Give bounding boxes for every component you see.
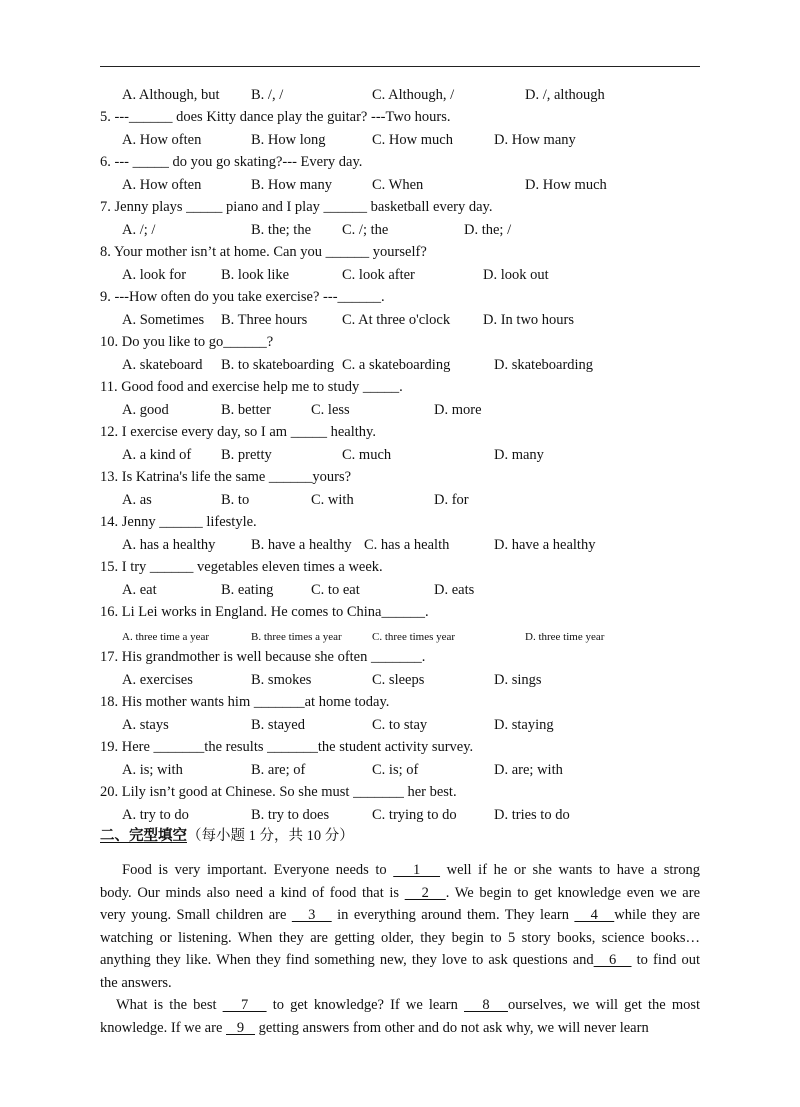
paragraph-1-text: . We begin to get knowledge even we are: [445, 884, 701, 901]
question-18-option-c: C. to stay: [372, 716, 428, 733]
question-15-option-d: D. eats: [434, 581, 475, 598]
question-14-option-b: B. have a healthy: [251, 536, 352, 553]
q4-option-a: A. Although, but: [122, 87, 220, 103]
question-12-stem: 12. I exercise every day, so I am _____ healthy.: [100, 424, 376, 440]
question-12-option-c: C. much: [342, 446, 392, 463]
blank-7: 7: [222, 997, 267, 1013]
question-5-option-b: B. How long: [251, 131, 326, 148]
question-19-option-d: D. are; with: [494, 761, 563, 778]
paragraph-2-text: knowledge. If we are: [100, 1019, 227, 1036]
question-18-option-d: D. staying: [494, 716, 554, 733]
question-20-option-d: D. tries to do: [494, 806, 570, 823]
question-10-option-c: C. a skateboarding: [342, 356, 451, 373]
question-5-option-c: C. How much: [372, 131, 453, 148]
blank-9: 9: [226, 1019, 256, 1036]
blank-1: 1: [393, 862, 441, 878]
question-14-option-d: D. have a healthy: [494, 536, 596, 553]
question-17-option-b: B. smokes: [251, 671, 312, 688]
question-8-stem: 8. Your mother isn’t at home. Can you ______ yourself?: [100, 244, 427, 260]
question-8-option-b: B. look like: [221, 266, 290, 283]
paragraph-1-text: Food is very important. Everyone needs to: [122, 862, 394, 878]
section-2-note: （每小题 1 分，共 10 分）: [187, 828, 354, 844]
blank-6: 6: [593, 952, 632, 968]
section-2-title: 二、完型填空: [100, 828, 187, 844]
question-12-option-b: B. pretty: [221, 446, 272, 463]
question-16-option-b: B. three times a year: [251, 630, 342, 643]
paragraph-1-text: well if he or she wants to have a strong: [440, 862, 701, 878]
question-13-option-b: B. to: [221, 491, 250, 508]
paragraph-1-text: the answers.: [100, 974, 172, 991]
question-5-option-a: A. How often: [122, 131, 202, 148]
question-10-option-b: B. to skateboarding: [221, 356, 335, 373]
header-rule: [100, 66, 700, 67]
blank-4: 4: [574, 907, 615, 923]
passage-paragraph-1: [100, 859, 700, 994]
question-17-option-d: D. sings: [494, 671, 542, 688]
paragraph-2-line-1: [100, 994, 700, 1017]
question-6-option-b: B. How many: [251, 176, 332, 193]
question-5-option-d: D. How many: [494, 131, 576, 148]
question-11-option-c: C. less: [311, 401, 350, 418]
question-9-option-d: D. In two hours: [483, 311, 575, 328]
q4-option-d: D. /, although: [525, 87, 605, 103]
question-5-stem: 5. ---______ does Kitty dance play the guitar? ---Two hours.: [100, 109, 451, 125]
q4-option-b: B. /, /: [251, 87, 284, 103]
paragraph-2-text: ourselves, we will get the most: [507, 997, 701, 1013]
paragraph-1-line-2: [100, 882, 700, 905]
question-15-option-c: C. to eat: [311, 581, 360, 598]
paragraph-1-line-6: [100, 972, 700, 995]
question-13-option-c: C. with: [311, 491, 354, 508]
question-7-option-d: D. the; /: [464, 221, 512, 238]
question-8-option-a: A. look for: [122, 266, 187, 283]
question-19-option-a: A. is; with: [122, 761, 183, 778]
question-16-option-c: C. three times year: [372, 630, 456, 643]
question-16-option-d: D. three time year: [525, 630, 605, 643]
question-19-stem: 19. Here _______the results _______the student activity survey.: [100, 739, 474, 755]
question-14-option-a: A. has a healthy: [122, 536, 216, 553]
paragraph-1-text: watching or listening. When they are getting older, they begin to 5 story books, science books…: [100, 929, 700, 946]
question-16-stem: 16. Li Lei works in England. He comes to China______.: [100, 604, 429, 620]
question-13-stem: 13. Is Katrina's life the same ______yours?: [100, 469, 352, 485]
question-6-option-d: D. How much: [525, 176, 607, 193]
question-14-stem: 14. Jenny ______ lifestyle.: [100, 514, 257, 530]
passage-paragraph-2: [100, 994, 700, 1039]
question-20-stem: 20. Lily isn’t good at Chinese. So she must _______ her best.: [100, 784, 457, 800]
question-15-stem: 15. I try ______ vegetables eleven times a week.: [100, 559, 383, 575]
question-17-stem: 17. His grandmother is well because she often _______.: [100, 649, 426, 665]
question-11-stem: 11. Good food and exercise help me to study _____.: [100, 379, 403, 395]
question-19-option-c: C. is; of: [372, 761, 419, 778]
question-8-option-c: C. look after: [342, 266, 415, 283]
blank-3: 3: [291, 907, 332, 923]
question-12-option-d: D. many: [494, 446, 544, 463]
question-9-stem: 9. ---How often do you take exercise? ---______.: [100, 289, 385, 305]
question-20-option-a: A. try to do: [122, 806, 189, 823]
question-7-stem: 7. Jenny plays _____ piano and I play ______ basketball every day.: [100, 199, 493, 215]
paragraph-2-text: getting answers from other and do not ask why, we will never learn: [255, 1019, 649, 1036]
question-11-option-a: A. good: [122, 401, 169, 418]
question-7-option-a: A. /; /: [122, 221, 156, 238]
question-10-option-d: D. skateboarding: [494, 356, 594, 373]
question-15-option-a: A. eat: [122, 581, 157, 598]
paragraph-1-line-4: [100, 927, 700, 950]
question-9-option-b: B. Three hours: [221, 311, 308, 328]
paragraph-1-text: very young. Small children are: [100, 907, 292, 923]
question-19-option-b: B. are; of: [251, 761, 306, 778]
paragraph-1-line-5: [100, 949, 700, 972]
paragraph-1-text: body. Our minds also need a kind of food that is: [100, 884, 405, 901]
paragraph-2-text: to get knowledge? If we learn: [266, 997, 464, 1013]
blank-2: 2: [404, 884, 446, 901]
question-17-option-c: C. sleeps: [372, 671, 425, 688]
question-6-option-a: A. How often: [122, 176, 202, 193]
paragraph-1-line-1: [100, 859, 700, 882]
paragraph-2-line-2: [100, 1017, 700, 1040]
question-18-stem: 18. His mother wants him _______at home today.: [100, 694, 390, 710]
question-10-option-a: A. skateboard: [122, 356, 203, 373]
question-18-option-b: B. stayed: [251, 716, 305, 733]
question-7-option-b: B. the; the: [251, 221, 312, 238]
question-12-option-a: A. a kind of: [122, 446, 192, 463]
question-14-option-c: C. has a health: [364, 536, 450, 553]
question-10-stem: 10. Do you like to go______?: [100, 334, 274, 350]
question-8-option-d: D. look out: [483, 266, 549, 283]
paragraph-2-text: What is the best: [116, 997, 223, 1013]
question-11-option-d: D. more: [434, 401, 482, 418]
question-6-option-c: C. When: [372, 176, 424, 193]
question-20-option-c: C. trying to do: [372, 806, 457, 823]
paragraph-1-line-3: [100, 904, 700, 927]
blank-8: 8: [464, 997, 508, 1013]
paragraph-1-text: anything they like. When they find something new, they love to ask questions and: [100, 952, 594, 968]
section-2-heading: [100, 827, 354, 845]
question-6-stem: 6. --- _____ do you go skating?--- Every day.: [100, 154, 363, 170]
question-17-option-a: A. exercises: [122, 671, 193, 688]
question-16-option-a: A. three time a year: [122, 630, 210, 643]
question-13-option-d: D. for: [434, 491, 469, 508]
question-15-option-b: B. eating: [221, 581, 274, 598]
question-18-option-a: A. stays: [122, 716, 169, 733]
question-11-option-b: B. better: [221, 401, 271, 418]
question-9-option-a: A. Sometimes: [122, 311, 205, 328]
question-9-option-c: C. At three o'clock: [342, 311, 451, 328]
question-13-option-a: A. as: [122, 491, 152, 508]
q4-option-c: C. Although, /: [372, 87, 455, 103]
paragraph-1-text: to find out: [631, 952, 701, 968]
question-7-option-c: C. /; the: [342, 221, 389, 238]
paragraph-1-text: while they are: [614, 907, 700, 923]
question-20-option-b: B. try to does: [251, 806, 330, 823]
paragraph-1-text: in everything around them. They learn: [331, 907, 575, 923]
